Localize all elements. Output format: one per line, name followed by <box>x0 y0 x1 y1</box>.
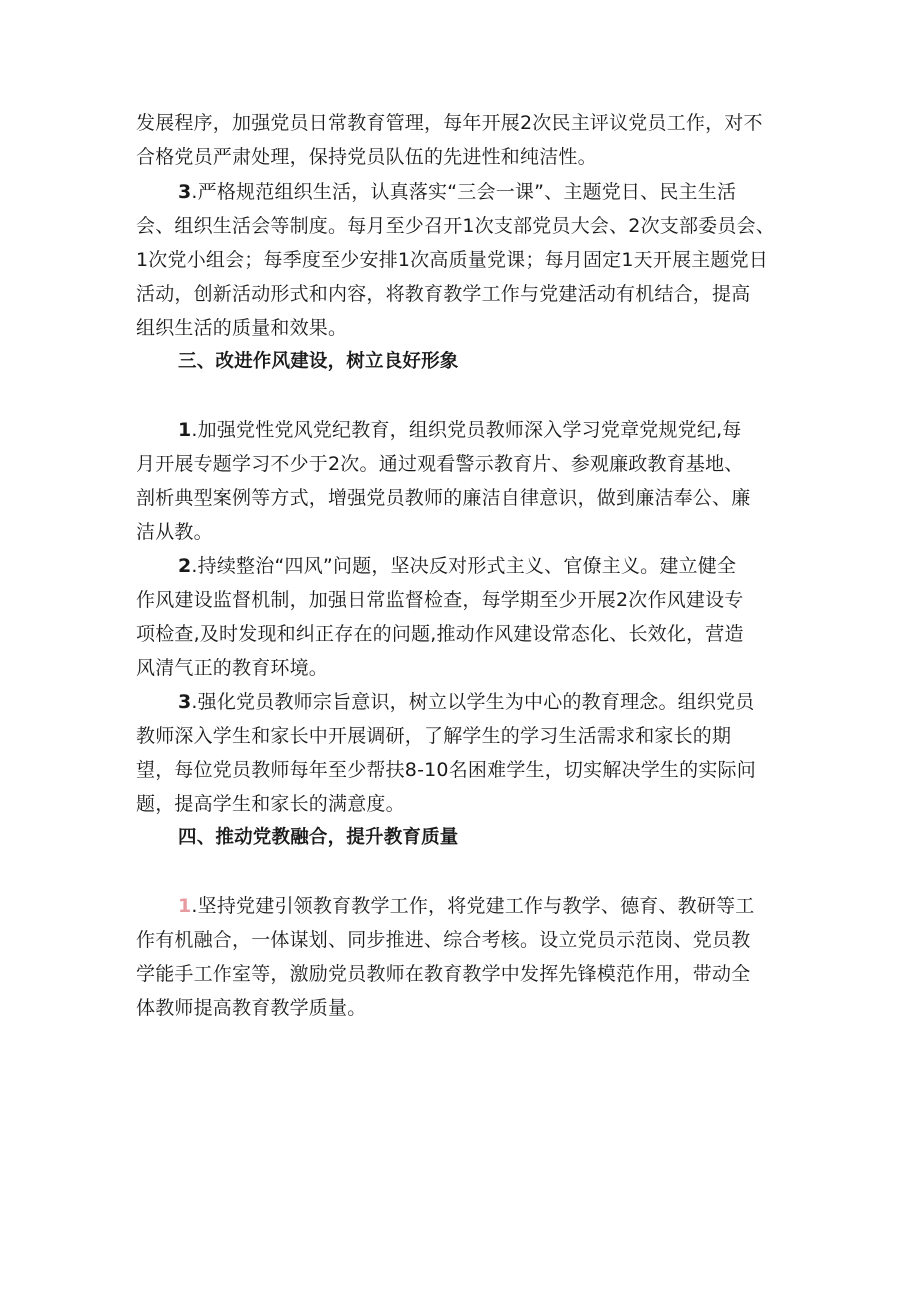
text-span: .坚持党建引领教育教学工作，将党建工作与教学、德育、教研等工 <box>191 895 755 917</box>
text-span: .严格规范组织生活，认真落实“三会一课”、主题党日、民主生活 <box>191 181 737 203</box>
section-heading: 四、推动党教融合，提升教育质量 <box>178 827 459 848</box>
paragraph-first-line <box>178 894 754 918</box>
text-line: 体教师提高教育教学质量。 <box>136 997 367 1019</box>
text-line: 风清气正的教育环境。 <box>136 657 329 679</box>
paragraph-first-line <box>178 418 742 442</box>
text-line: 教师深入学生和家长中开展调研，了解学生的学习生活需求和家长的期 <box>136 725 732 747</box>
text-line: 合格党员严肃处理，保持党员队伍的先进性和纯洁性。 <box>136 146 597 168</box>
text-line: 活动，创新活动形式和内容，将教育教学工作与党建活动有机结合，提高 <box>136 283 751 305</box>
paragraph-first-line <box>178 690 754 714</box>
paragraph-first-line <box>178 554 736 578</box>
text-line: 会、组织生活会等制度。每月至少召开1次支部党员大会、2次支部委员会、 <box>136 215 775 237</box>
text-line: 月开展专题学习不少于2次。通过观看警示教育片、参观廉政教育基地、 <box>136 453 744 475</box>
text-line: 望，每位党员教师每年至少帮扶8-10名困难学生，切实解决学生的实际问 <box>136 759 756 781</box>
paragraph-number: 2 <box>178 555 192 577</box>
text-line: 洁从教。 <box>136 521 213 543</box>
paragraph-first-line <box>178 180 736 204</box>
paragraph-number: 3 <box>178 691 192 713</box>
section-heading: 三、改进作风建设，树立良好形象 <box>178 351 459 372</box>
text-span: .强化党员教师宗旨意识，树立以学生为中心的教育理念。组织党员 <box>191 691 755 713</box>
text-line: 剖析典型案例等方式，增强党员教师的廉洁自律意识，做到廉洁奉公、廉 <box>136 487 751 509</box>
paragraph-number: 3 <box>178 181 192 203</box>
text-line: 题，提高学生和家长的满意度。 <box>136 793 405 815</box>
text-line: 组织生活的质量和效果。 <box>136 317 348 339</box>
text-line: 作有机融合，一体谋划、同步推进、综合考核。设立党员示范岗、党员教 <box>136 929 751 951</box>
text-span: .加强党性党风党纪教育，组织党员教师深入学习党章党规党纪,每 <box>191 419 742 441</box>
text-line: 学能手工作室等，激励党员教师在教育教学中发挥先锋模范作用，带动全 <box>136 963 751 985</box>
text-line: 发展程序，加强党员日常教育管理，每年开展2次民主评议党员工作，对不 <box>136 112 763 134</box>
text-line: 项检查,及时发现和纠正存在的问题,推动作风建设常态化、长效化，营造 <box>136 623 744 645</box>
paragraph-number: 1 <box>178 419 192 441</box>
text-span: .持续整治“四风”问题，坚决反对形式主义、官僚主义。建立健全 <box>191 555 737 577</box>
paragraph-number: 1 <box>178 895 192 917</box>
text-line: 1次党小组会；每季度至少安排1次高质量党课；每月固定1天开展主题党日 <box>136 249 769 271</box>
text-line: 作风建设监督机制，加强日常监督检查，每学期至少开展2次作风建设专 <box>136 589 744 611</box>
